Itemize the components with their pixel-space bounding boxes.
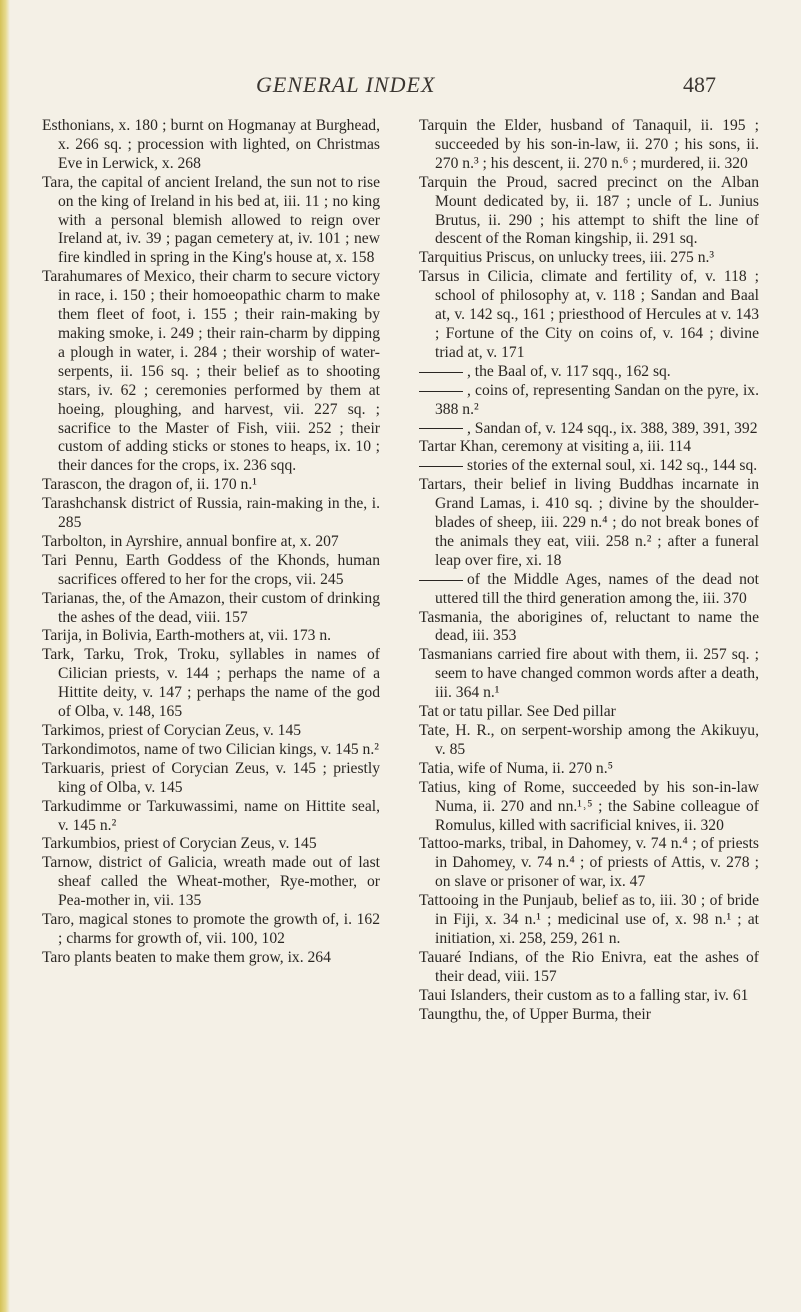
entry-text: of the Middle Ages, names of the dead not uttered till the third generation among the, iii. 370 xyxy=(435,570,759,607)
index-entry xyxy=(419,722,759,760)
entry-text: Tatius, king of Rome, succeeded by his son-in-law Numa, ii. 270 and nn.¹˒⁵ ; the Sabine colleague of Romulus, killed with sacrificial knives, ii. 320 xyxy=(419,778,759,834)
left-column xyxy=(42,117,380,968)
entry-text: , coins of, representing Sandan on the pyre, ix. 388 n.² xyxy=(435,381,759,418)
index-entry xyxy=(419,476,759,571)
running-head: GENERAL INDEX xyxy=(256,72,436,97)
right-column xyxy=(419,117,759,1025)
index-entry: Tarija, in Bolivia, Earth-mothers at, vii. 173 n. xyxy=(42,627,332,645)
index-entry: Esthonians, x. 180 ; burnt on Hogmanay at Burghead, x. 266 sq. ; procession with lighted, on Christmas Eve in Lerwick, x. 268 xyxy=(42,117,380,172)
index-entry: Tari Pennu, Earth Goddess of the Khonds, human sacrifices offered to her for the crops, vii. 245 xyxy=(42,551,380,588)
index-entry xyxy=(419,835,759,892)
index-entry: Tarkimos, priest of Corycian Zeus, v. 145 xyxy=(42,722,302,739)
index-entry: Tarkumbios, priest of Corycian Zeus, v. 145 xyxy=(42,835,317,853)
entry-text: Tarquin the Proud, sacred precinct on the Alban Mount dedicated by, ii. 187 ; uncle of L. Junius Brutus, ii. 290 ; his attempt to shift the line of descent of the Roman kingship, ii. 291 sq. xyxy=(419,173,759,248)
book-spine-edge xyxy=(0,0,10,1312)
entry-text: Tatia, wife of Numa, ii. 270 n.⁵ xyxy=(419,759,614,777)
index-entry xyxy=(419,268,759,363)
index-subentry xyxy=(419,382,759,420)
entry-text: Tauaré Indians, of the Rio Enivra, eat the ashes of their dead, viii. 157 xyxy=(419,948,759,985)
index-entry xyxy=(419,646,759,703)
entry-text: Tat or tatu pillar. See Ded pillar xyxy=(419,703,616,721)
entry-text: Tasmania, the aborigines of, reluctant to name the dead, iii. 353 xyxy=(419,608,759,645)
index-entry xyxy=(419,892,759,949)
index-entry xyxy=(419,249,759,268)
index-entry: Tark, Tarku, Trok, Troku, syllables in names of Cilician priests, v. 144 ; perhaps the name of a Hittite deity, v. 147 ; perhaps the name of the god of Olba, v. 148, 165 xyxy=(42,646,380,721)
entry-text: Taungthu, the, of Upper Burma, their xyxy=(419,1005,651,1023)
entry-text: stories of the external soul, xi. 142 sq., 144 sq. xyxy=(467,457,758,475)
index-entry: Tarkudimme or Tarkuwassimi, name on Hittite seal, v. 145 n.² xyxy=(42,797,380,834)
index-entry: Taro, magical stones to promote the growth of, i. 162 ; charms for growth of, vii. 100, 102 xyxy=(42,911,380,947)
index-entry xyxy=(419,117,759,174)
index-entry: Tarkuaris, priest of Corycian Zeus, v. 145 ; priestly king of Olba, v. 145 xyxy=(42,759,380,796)
index-entry xyxy=(419,609,759,647)
index-entry xyxy=(419,1006,759,1025)
entry-text: Tartar Khan, ceremony at visiting a, iii. 114 xyxy=(419,438,692,456)
repeat-dash xyxy=(419,391,463,392)
index-entry: Tarnow, district of Galicia, wreath made out of last sheaf called the Wheat-mother, Rye-mother, or Pea-mother in, vii. 135 xyxy=(42,854,380,910)
entry-text: Tasmanians carried fire about with them, ii. 257 sq. ; seem to have changed common words after a death, iii. 364 n.¹ xyxy=(419,646,759,702)
index-entry xyxy=(419,174,759,250)
repeat-dash xyxy=(419,580,463,581)
index-entry: Tarkondimotos, name of two Cilician kings, v. 145 n.² xyxy=(42,740,379,758)
entry-text: Tarquin the Elder, husband of Tanaquil, ii. 195 ; succeeded by his son-in-law, ii. 270 ; his sons, ii. 270 n.³ ; his descent, ii. 270 n.⁶ ; murdered, ii. 320 xyxy=(419,117,759,172)
entry-text: , the Baal of, v. 117 sqq., 162 sq. xyxy=(467,362,671,380)
index-entry xyxy=(419,949,759,987)
index-entry xyxy=(419,703,759,722)
index-entry xyxy=(419,779,759,836)
index-entry: Tarbolton, in Ayrshire, annual bonfire at, x. 207 xyxy=(42,532,339,550)
entry-text: Tattoo-marks, tribal, in Dahomey, v. 74 n.⁴ ; of priests in Dahomey, v. 74 n.⁴ ; of priests of Attis, v. 278 ; on slave or prisoner of war, ix. 47 xyxy=(419,835,759,891)
page-number: 487 xyxy=(683,72,716,97)
repeat-dash xyxy=(419,372,463,373)
index-entry xyxy=(419,987,759,1006)
index-entry: Tarianas, the, of the Amazon, their custom of drinking the ashes of the dead, viii. 157 xyxy=(42,589,380,626)
index-subentry xyxy=(419,420,759,439)
index-entry: Tarahumares of Mexico, their charm to secure victory in race, i. 150 ; their homoeopathic charm to make them fleet of foot, i. 155 ; their rain-making by making smoke, i. 249 ; their rain-charm by dipping a plough in water, i. 284 ; their worship of water-serpents, ii. 156 sq. ; their belief as to shooting stars, iv. 62 ; ceremonies performed by them at hoeing, ploughing, and harvest, vii. 227 sq. ; sacrifice to the Master of Fish, viii. 252 ; their custom of adding sticks or stones to heaps, ix. 10 ; their dances for the crops, ix. 236 sqq. xyxy=(42,268,380,475)
index-subentry xyxy=(419,457,759,476)
index-entry xyxy=(419,760,759,779)
entry-text: Tartars, their belief in living Buddhas incarnate in Grand Lamas, i. 410 sq. ; divine by the shoulder-blades of sheep, iii. 229 n.⁴ ; do not break bones of the animals they eat, viii. 258 n.² ; after a funeral leap over fire, xi. 18 xyxy=(419,476,759,569)
index-entry xyxy=(419,438,759,457)
repeat-dash xyxy=(419,466,463,467)
entry-text: Taui Islanders, their custom as to a falling star, iv. 61 xyxy=(419,986,749,1004)
entry-text: , Sandan of, v. 124 sqq., ix. 388, 389, 391, 392 xyxy=(467,419,758,437)
entry-text: Tarsus in Cilicia, climate and fertility of, v. 118 ; school of philosophy at, v. 118 ; Sandan and Baal at, v. 142 sq., 161 ; priesthood of Hercules at v. 143 ; Fortune of the City on coins of, v. 164 ; divine triad at, v. 171 xyxy=(419,268,759,361)
index-entry: Tarashchansk district of Russia, rain-making in the, i. 285 xyxy=(42,495,380,532)
index-entry: Tarascon, the dragon of, ii. 170 n.¹ xyxy=(42,476,257,494)
index-subentry xyxy=(419,363,759,382)
entry-text: Tarquitius Priscus, on unlucky trees, iii. 275 n.³ xyxy=(419,249,715,267)
index-entry: Tara, the capital of ancient Ireland, the sun not to rise on the king of Ireland in his bed at, iii. 11 ; no king with a personal blemish allowed to reign over Ireland at, iv. 39 ; pagan cemetery at, iv. 101 ; new fire kindled in spring in the King's house at, x. 158 xyxy=(42,173,380,267)
entry-text: Tate, H. R., on serpent-worship among the Akikuyu, v. 85 xyxy=(419,722,759,758)
index-subentry xyxy=(419,571,759,609)
index-entry: Taro plants beaten to make them grow, ix. 264 xyxy=(42,948,331,966)
repeat-dash xyxy=(419,428,463,429)
entry-text: Tattooing in the Punjaub, belief as to, iii. 30 ; of bride in Fiji, x. 34 n.¹ ; medicinal use of, x. 98 n.¹ ; at initiation, xi. 258, 259, 261 n. xyxy=(419,892,759,947)
